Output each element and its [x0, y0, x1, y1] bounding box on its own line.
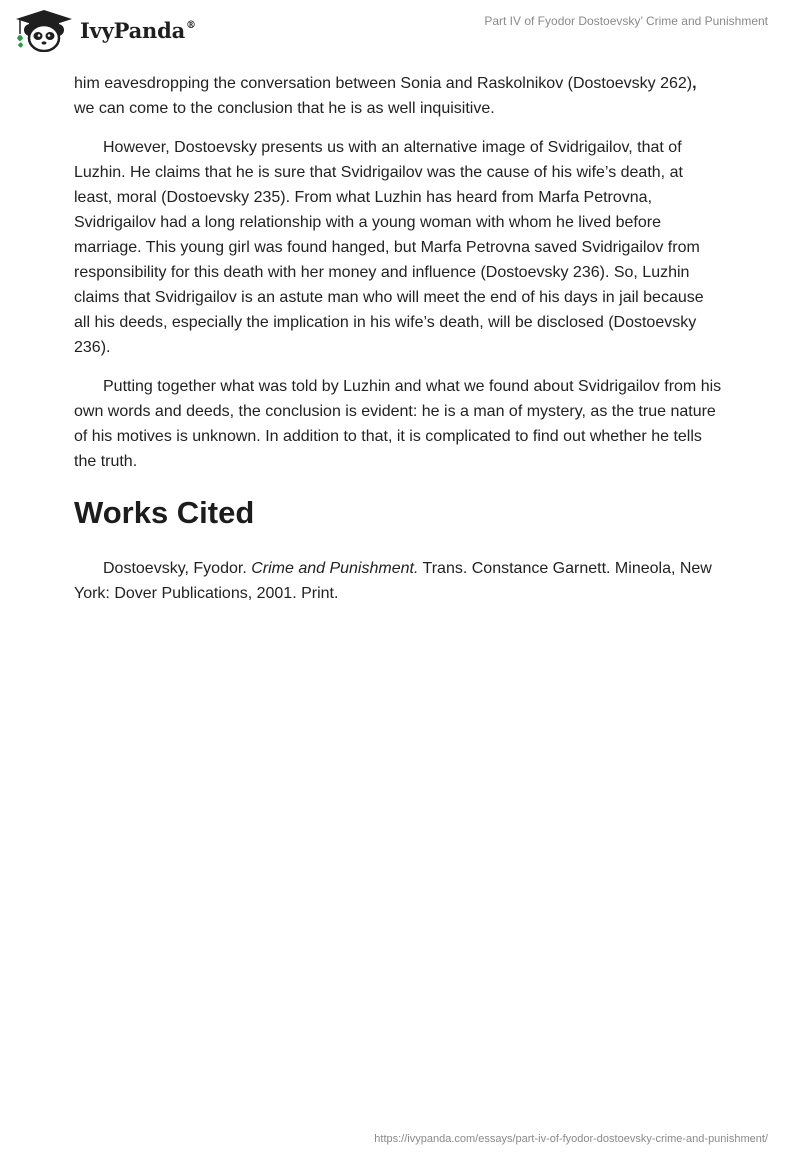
- panda-graduate-icon: [14, 8, 74, 52]
- citation-entry: Dostoevsky, Fyodor. Crime and Punishment. Trans. Constance Garnett. Mineola, New York: Dover Publications, 2001. Print.: [74, 560, 712, 602]
- paragraph-conclusion: Putting together what was told by Luzhin and what we found about Svidrigailov from his own words and deeds, the conclusion is evident: he is a man of mystery, as the true nature of his motives is unknown. In addition to that, it is complicated to find out whether he tells the truth.: [74, 378, 722, 470]
- works-cited-heading: Works Cited: [74, 495, 255, 530]
- page-header: [0, 0, 800, 70]
- source-url[interactable]: https://ivypanda.com/essays/part-iv-of-fyodor-dostoevsky-crime-and-punishment/: [374, 1133, 768, 1145]
- document-title: Part IV of Fyodor Dostoevsky’ Crime and Punishment: [484, 14, 768, 28]
- paragraph-continued: him eavesdropping the conversation between Sonia and Raskolnikov (Dostoevsky 262), we can come to the conclusion that he is as well inquisitive.: [74, 75, 697, 117]
- citation-book-title: Crime and Punishment.: [251, 560, 419, 577]
- brand-name: IvyPanda®: [80, 17, 196, 43]
- ivypanda-logo[interactable]: [14, 8, 196, 52]
- paragraph-luzhin: However, Dostoevsky presents us with an alternative image of Svidrigailov, that of Luzhin. He claims that he is sure that Svidrigailov was the cause of his wife’s death, at least, moral (Dostoevsky 235). From what Luzhin has heard from Marfa Petrovna, Svidrigailov had a long relationship with a young woman with whom he lived before marriage. This young girl was found hanged, but Marfa Petrovna saved Svidrigailov from responsibility for this death with her money and influence (Dostoevsky 236). So, Luzhin claims that Svidrigailov is an astute man who will meet the end of his days in jail because all his deeds, especially the implication in his wife’s death, will be disclosed (Dostoevsky 236).: [74, 139, 704, 356]
- registered-mark: ®: [186, 19, 196, 31]
- essay-content: [74, 71, 724, 620]
